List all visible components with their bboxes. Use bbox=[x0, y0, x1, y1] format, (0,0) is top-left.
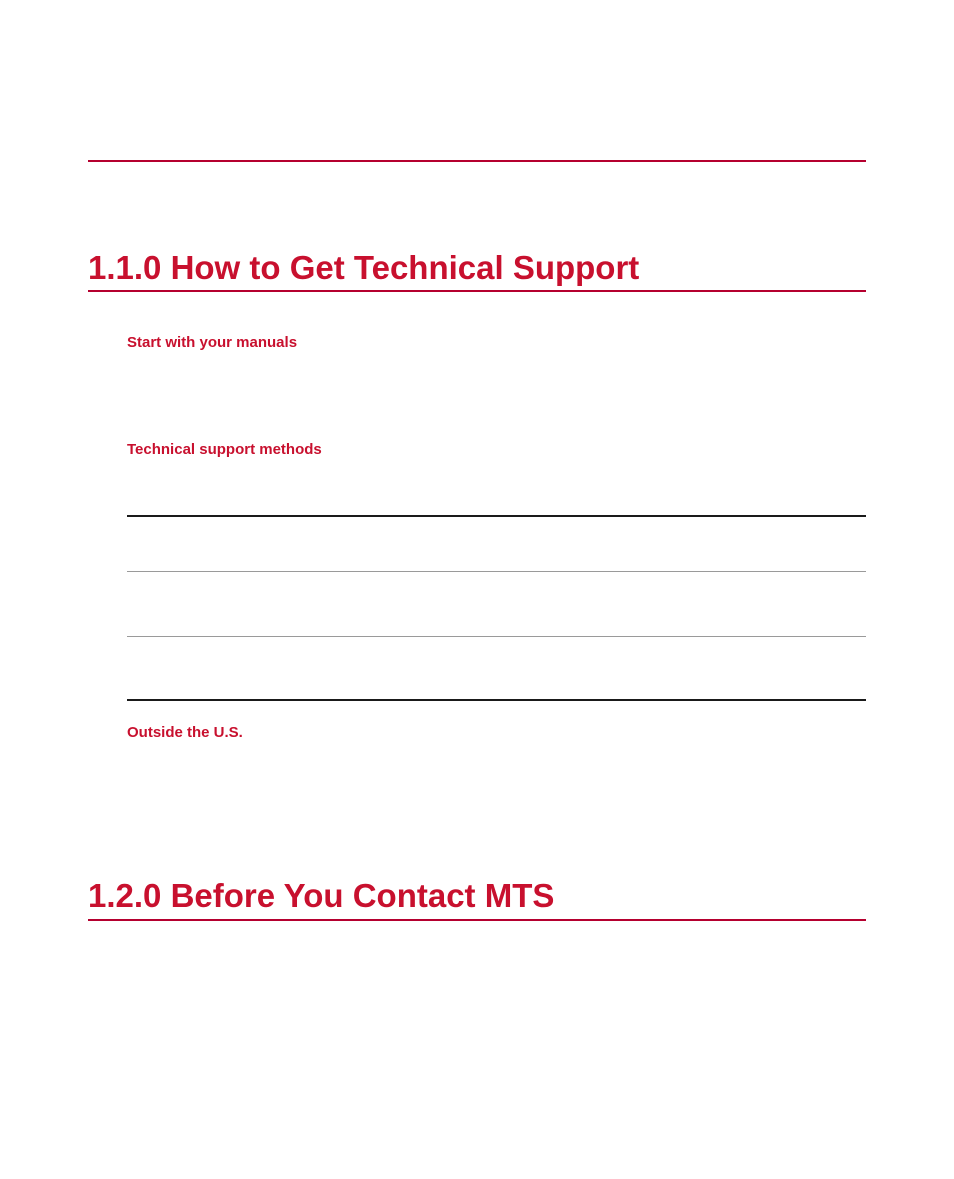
table-row-divider bbox=[127, 636, 866, 637]
table-bottom-rule bbox=[127, 699, 866, 701]
section-heading-underline bbox=[88, 290, 866, 292]
top-divider bbox=[88, 160, 866, 162]
table-row-divider bbox=[127, 571, 866, 572]
subheading-start-with-manuals: Start with your manuals bbox=[127, 334, 298, 351]
subheading-support-methods: Technical support methods bbox=[127, 441, 322, 458]
section-heading-before-contact: 1.2.0 Before You Contact MTS bbox=[88, 877, 555, 914]
section-heading-technical-support: 1.1.0 How to Get Technical Support bbox=[88, 249, 640, 286]
subheading-outside-us: Outside the U.S. bbox=[127, 724, 243, 741]
table-top-rule bbox=[127, 515, 866, 517]
section-heading-underline bbox=[88, 919, 866, 921]
